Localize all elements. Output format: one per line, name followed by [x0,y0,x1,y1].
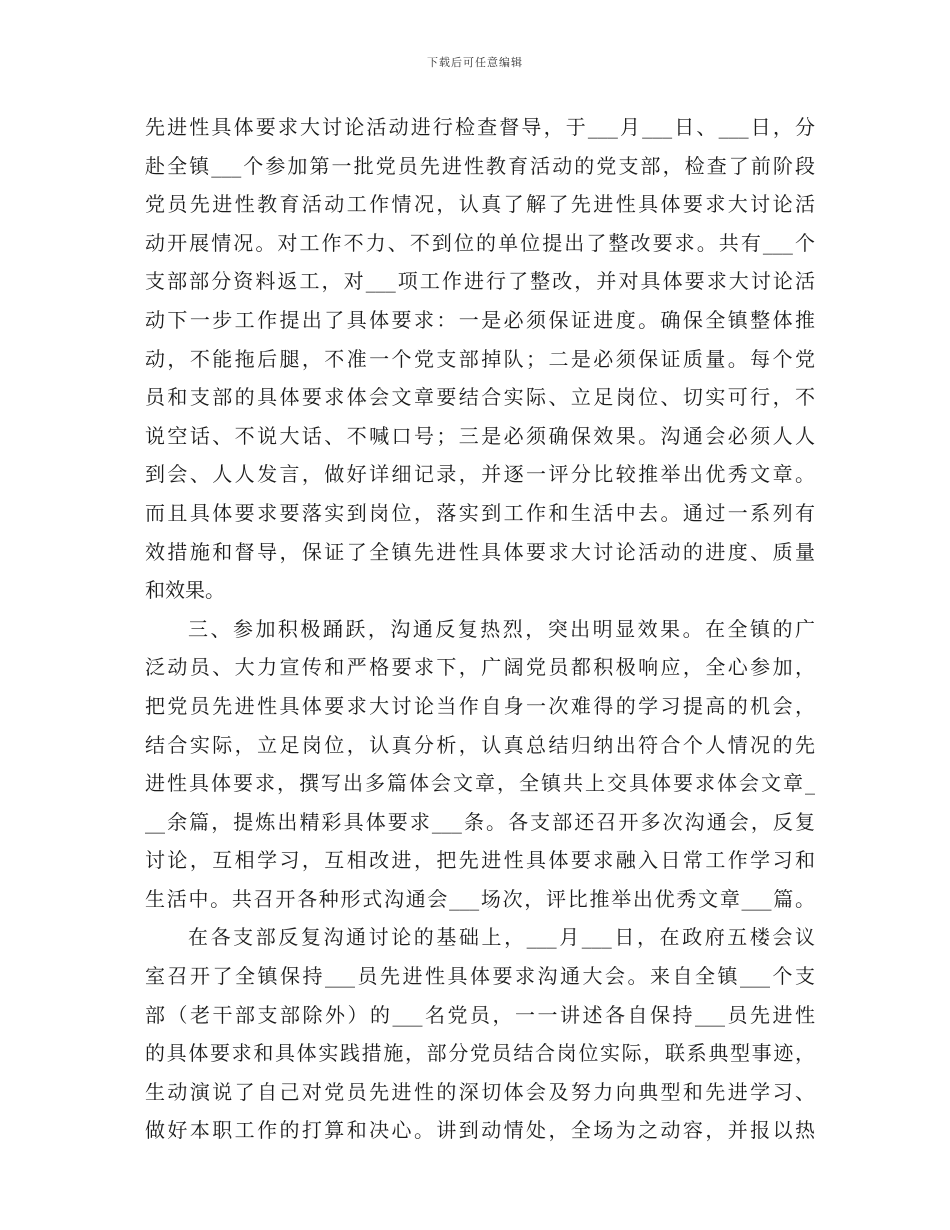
text-line: 效措施和督导，保证了全镇先进性具体要求大讨论活动的进度、质量 [145,539,815,564]
text-line: 动，不能拖后腿，不准一个党支部掉队；二是必须保证质量。每个党 [145,346,815,371]
text-line: 生动演说了自己对党员先进性的深切体会及努力向典型和先进学习、 [145,1079,815,1104]
text-line: 员和支部的具体要求体会文章要结合实际、立足岗位、切实可行，不 [145,385,815,410]
text-line: 部（老干部支部除外）的___名党员，一一讲述各自保持___员先进性 [145,1002,815,1027]
text-line: 动下一步工作提出了具体要求：一是必须保证进度。确保全镇整体推 [145,307,815,332]
text-line: 做好本职工作的打算和决心。讲到动情处，全场为之动容，并报以热 [145,1118,815,1143]
text-line: 在各支部反复沟通讨论的基础上，___月___日，在政府五楼会议 [188,925,815,950]
text-line: 和效果。 [145,578,225,603]
text-line: 讨论，互相学习，互相改进，把先进性具体要求融入日常工作学习和 [145,848,815,873]
text-line: 动开展情况。对工作不力、不到位的单位提出了整改要求。共有___个 [145,230,815,255]
text-line: 泛动员、大力宣传和严格要求下，广阔党员都积极响应，全心参加， [145,655,815,680]
text-line: 的具体要求和具体实践措施，部分党员结合岗位实际，联系典型事迹， [145,1041,815,1066]
text-line: 把党员先进性具体要求大讨论当作自身一次难得的学习提高的机会， [145,693,815,718]
text-line: 说空话、不说大话、不喊口号；三是必须确保效果。沟通会必须人人 [145,423,815,448]
text-line: 室召开了全镇保持___员先进性具体要求沟通大会。来自全镇___个支 [145,964,815,989]
text-line: 到会、人人发言，做好详细记录，并逐一评分比较推举出优秀文章。 [145,462,815,487]
text-line: 结合实际，立足岗位，认真分析，认真总结归纳出符合个人情况的先 [145,732,815,757]
page-header: 下载后可任意编辑 [427,56,523,69]
text-line: 赴全镇___个参加第一批党员先进性教育活动的党支部，检查了前阶段 [145,153,815,178]
text-line: 三、参加积极踊跃，沟通反复热烈，突出明显效果。在全镇的广 [188,616,815,641]
text-line: 而且具体要求要落实到岗位，落实到工作和生活中去。通过一系列有 [145,500,815,525]
text-line: 支部部分资料返工，对___项工作进行了整改，并对具体要求大讨论活 [145,269,815,294]
text-line: __余篇，提炼出精彩具体要求___条。各支部还召开多次沟通会，反复 [145,809,815,834]
text-line: 先进性具体要求大讨论活动进行检查督导，于___月___日、___日，分 [145,115,815,139]
text-line: 进性具体要求，撰写出多篇体会文章，全镇共上交具体要求体会文章_ [145,771,815,796]
text-line: 生活中。共召开各种形式沟通会___场次，评比推举出优秀文章___篇。 [145,886,815,911]
text-line: 党员先进性教育活动工作情况，认真了解了先进性具体要求大讨论活 [145,192,815,217]
document-body [145,108,815,1150]
